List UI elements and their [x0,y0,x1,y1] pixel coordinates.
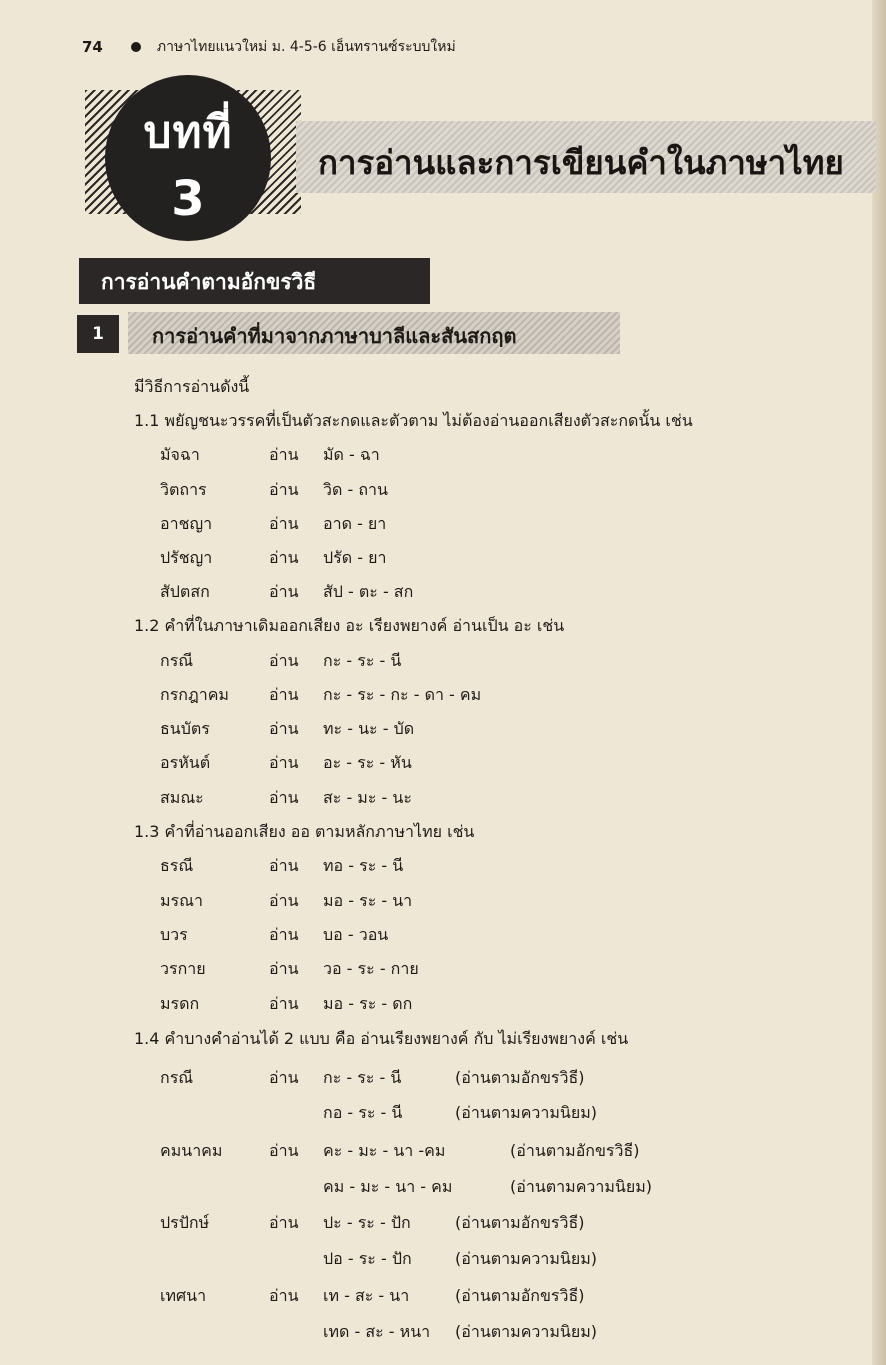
reading-note: (อ่านตามความนิยม) [455,1322,598,1341]
bullet-icon [131,42,141,52]
read-label: อ่าน [269,480,299,499]
chapter-label: บทที่ [143,107,233,158]
rule-heading: 1.3 คำที่อ่านออกเสียง ออ ตามหลักภาษาไทย เช่น [134,822,475,841]
example-reading: มอ - ระ - นา [323,891,413,910]
example-word: อาชญา [160,514,213,533]
read-label: อ่าน [269,514,299,533]
section-title: การอ่านคำตามอักขรวิธี [101,270,317,294]
example-reading: มัด - ฉา [323,445,380,464]
chapter-badge [105,75,271,241]
example-reading: อาด - ยา [323,514,387,533]
chapter-number: 3 [171,171,205,227]
example-word: มรณา [160,891,203,910]
page-edge [872,0,886,1365]
read-label: อ่าน [269,891,299,910]
rule-heading: 1.4 คำบางคำอ่านได้ 2 แบบ คือ อ่านเรียงพยางค์ กับ ไม่เรียงพยางค์ เช่น [134,1029,629,1048]
read-label: อ่าน [269,788,299,807]
read-label: อ่าน [269,582,299,601]
read-label: อ่าน [269,719,299,738]
example-reading: คม - มะ - นา - คม [323,1177,453,1196]
rule-heading: 1.1 พยัญชนะวรรคที่เป็นตัวสะกดและตัวตาม ไม่ต้องอ่านออกเสียงตัวสะกดนั้น เช่น [134,411,693,430]
example-reading: กะ - ระ - นี [323,1068,402,1087]
example-reading: ทอ - ระ - นี [323,856,404,875]
example-reading: วอ - ระ - กาย [323,959,419,978]
read-label: อ่าน [269,925,299,944]
subsection-title: การอ่านคำที่มาจากภาษาบาลีและสันสกฤต [152,324,517,348]
example-word: ปรปักษ์ [160,1213,210,1232]
reading-note: (อ่านตามความนิยม) [510,1177,653,1196]
example-word: เทศนา [160,1286,207,1305]
example-word: มรดก [160,994,200,1013]
read-label: อ่าน [269,1286,299,1305]
read-label: อ่าน [269,1068,299,1087]
example-reading: บอ - วอน [323,925,389,944]
book-title: ภาษาไทยแนวใหม่ ม. 4-5-6 เอ็นทรานซ์ระบบใหม่ [156,39,456,55]
example-reading: ปรัด - ยา [323,548,387,567]
reading-note: (อ่านตามอักขรวิธี) [455,1213,585,1232]
example-word: กรณี [160,1068,194,1087]
read-label: อ่าน [269,445,299,464]
read-label: อ่าน [269,1141,299,1160]
example-word: อรหันต์ [160,753,211,772]
rule-heading: 1.2 คำที่ในภาษาเดิมออกเสียง อะ เรียงพยางค์ อ่านเป็น อะ เช่น [134,616,565,635]
example-word: บวร [160,925,188,944]
example-reading: กะ - ระ - กะ - ดา - คม [323,685,482,704]
example-reading: กะ - ระ - นี [323,651,402,670]
example-reading: สะ - มะ - นะ [323,788,412,807]
example-reading: วิด - ถาน [323,480,388,499]
example-reading: เทด - สะ - หนา [323,1322,431,1341]
read-label: อ่าน [269,856,299,875]
reading-note: (อ่านตามอักขรวิธี) [455,1286,585,1305]
intro-text: มีวิธีการอ่านดังนี้ [134,377,250,396]
example-word: กรกฎาคม [160,685,229,704]
example-reading: ทะ - นะ - บัด [323,719,415,738]
example-reading: สัป - ตะ - สก [323,582,414,601]
example-reading: อะ - ระ - หัน [323,753,412,772]
example-word: สัปตสก [160,582,210,601]
subsection-number: 1 [77,315,119,353]
example-word: ธรณี [160,856,194,875]
read-label: อ่าน [269,685,299,704]
reading-note: (อ่านตามอักขรวิธี) [510,1141,640,1160]
example-word: มัจฉา [160,445,200,464]
page-number: 74 [82,38,103,56]
example-reading: คะ - มะ - นา -คม [323,1141,446,1160]
reading-note: (อ่านตามอักขรวิธี) [455,1068,585,1087]
example-reading: มอ - ระ - ดก [323,994,413,1013]
running-header [82,36,456,58]
chapter-title: การอ่านและการเขียนคำในภาษาไทย [318,143,844,182]
example-reading: ปะ - ระ - ปัก [323,1213,411,1232]
example-word: วิตถาร [160,480,207,499]
example-word: สมณะ [160,788,204,807]
example-word: กรณี [160,651,194,670]
example-reading: เท - สะ - นา [323,1286,410,1305]
read-label: อ่าน [269,994,299,1013]
example-word: ปรัชญา [160,548,213,567]
example-reading: ปอ - ระ - ปัก [323,1249,412,1268]
read-label: อ่าน [269,1213,299,1232]
example-word: คมนาคม [160,1141,223,1160]
example-word: วรกาย [160,959,206,978]
read-label: อ่าน [269,959,299,978]
read-label: อ่าน [269,548,299,567]
reading-note: (อ่านตามความนิยม) [455,1249,598,1268]
read-label: อ่าน [269,651,299,670]
example-reading: กอ - ระ - นี [323,1103,403,1122]
example-word: ธนบัตร [160,719,210,738]
read-label: อ่าน [269,753,299,772]
reading-note: (อ่านตามความนิยม) [455,1103,598,1122]
